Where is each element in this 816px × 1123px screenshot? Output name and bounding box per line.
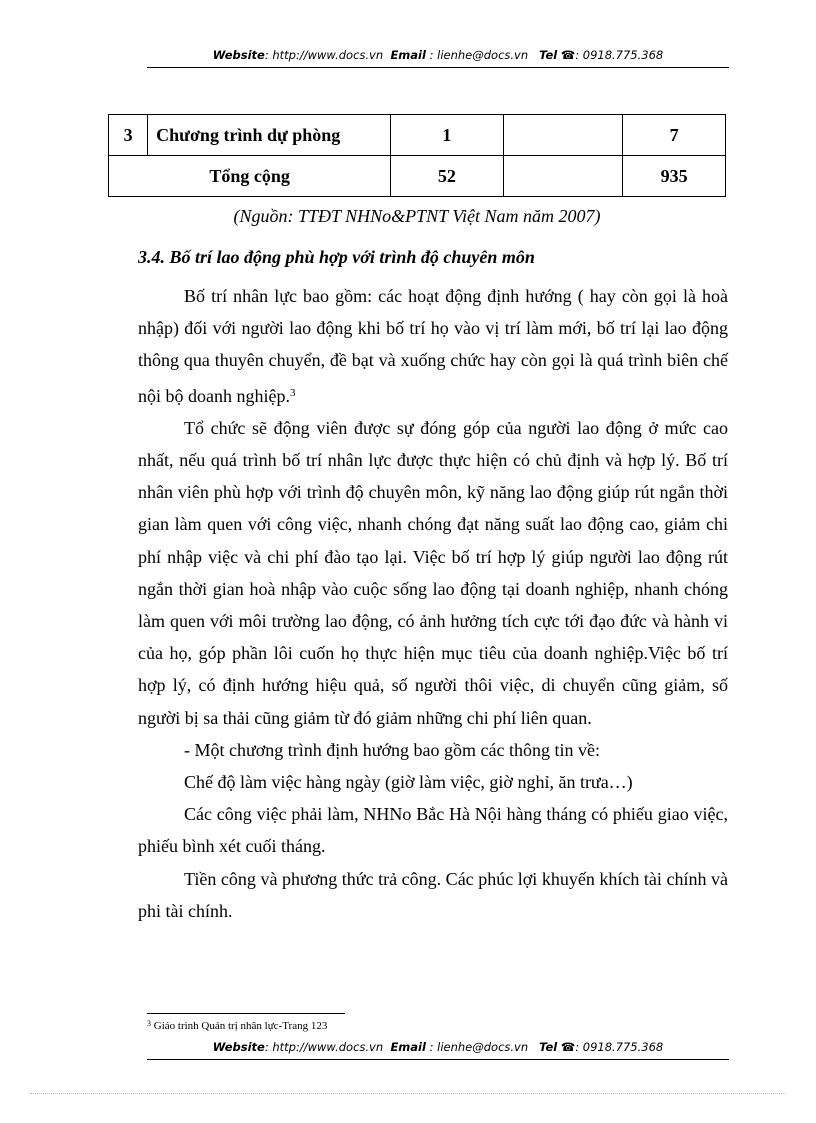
footnote-ref: 3 (289, 386, 296, 399)
paragraph-6: Tiền công và phương thức trả công. Các phúc lợi khuyến khích tài chính và phi tài chính. (138, 868, 728, 921)
paragraph-5: Các công việc phải làm, NHNo Bắc Hà Nội hàng tháng có phiếu giao việc, phiếu bình xét cuối tháng. (138, 804, 728, 857)
data-table (108, 114, 726, 197)
website-label: Website (212, 48, 265, 62)
footnote (147, 1019, 327, 1032)
row-number: 3 (109, 115, 148, 156)
paragraph-3: - Một chương trình định hướng bao gồm các thông tin về: (184, 739, 600, 760)
tel-label: Tel (539, 48, 558, 62)
footer-email-value: : lienhe@docs.vn (429, 1040, 529, 1054)
tel-value: : 0918.775.368 (575, 48, 664, 62)
website-value: : http://www.docs.vn (264, 48, 384, 62)
footnote-rule (147, 1013, 345, 1014)
footer-website-value: : http://www.docs.vn (264, 1040, 384, 1054)
row-total: 7 (623, 115, 726, 156)
email-label: Email (390, 48, 426, 62)
total-count: 52 (391, 156, 503, 197)
paragraph-1 (138, 280, 728, 412)
table-row (109, 115, 726, 156)
email-value: : lienhe@docs.vn (429, 48, 529, 62)
total-row (109, 156, 726, 197)
footnote-number: 3 (147, 1019, 151, 1028)
body-text (138, 280, 728, 927)
row-count: 1 (391, 115, 503, 156)
footer-website-label: Website (212, 1040, 265, 1054)
page-header (147, 48, 729, 62)
table-source: (Nguồn: TTĐT NHNo&PTNT Việt Nam năm 2007) (233, 206, 601, 226)
footer-tel-label: Tel (539, 1040, 558, 1054)
section-title: 3.4. Bố trí lao động phù hợp với trình độ chuyên môn (138, 247, 535, 267)
paragraph-1-text: Bố trí nhân lực bao gồm: các hoạt động định hướng ( hay còn gọi là hoà nhập) đối với người lao động khi bố trí họ vào vị trí làm mới, bố trí lại lao động thông qua thuyên chuyển, đề bạt và xuống chức hay còn gọi là quá trình biên chế nội bộ doanh nghiệp. (138, 286, 728, 406)
page-edge (30, 1093, 786, 1094)
phone-icon: ☎ (560, 1040, 576, 1054)
total-label: Tổng cộng (109, 156, 391, 197)
footnote-text: Giáo trình Quản trị nhân lực-Trang 123 (153, 1020, 328, 1032)
row-name: Chương trình dự phòng (148, 115, 391, 156)
footer-email-label: Email (390, 1040, 426, 1054)
phone-icon: ☎ (560, 48, 576, 62)
page-footer (147, 1040, 729, 1054)
footer-tel-value: : 0918.775.368 (575, 1040, 664, 1054)
paragraph-2: Tổ chức sẽ động viên được sự đóng góp của người lao động ở mức cao nhất, nếu quá trình bố trí nhân lực được thực hiện có chủ định và hợp lý. Bố trí nhân viên phù hợp với trình độ chuyên môn, kỹ năng lao động giúp rút ngắn thời gian làm quen với công việc, nhanh chóng đạt năng suất lao động cao, giảm chi phí nhập việc và chi phí đào tạo lại. Việc bố trí hợp lý giúp người lao động rút ngắn thời gian hoà nhập vào cuộc sống lao động tại doanh nghiệp, nhanh chóng làm quen với môi trường lao động, có ảnh hưởng tích cực tới đạo đức và hành vi của họ, góp phần lôi cuốn họ thực hiện mục tiêu của doanh nghiệp.Việc bố trí hợp lý, có định hướng hiệu quả, số người thôi việc, di chuyển cũng giảm, số người bị sa thải cũng giảm từ đó giảm những chi phí liên quan. (138, 417, 728, 728)
paragraph-4: Chế độ làm việc hàng ngày (giờ làm việc, giờ nghỉ, ăn trưa…) (184, 772, 633, 793)
footer-rule (147, 1059, 729, 1060)
total-blank (503, 156, 623, 197)
total-value: 935 (623, 156, 726, 197)
row-blank (503, 115, 623, 156)
header-rule (147, 67, 729, 68)
